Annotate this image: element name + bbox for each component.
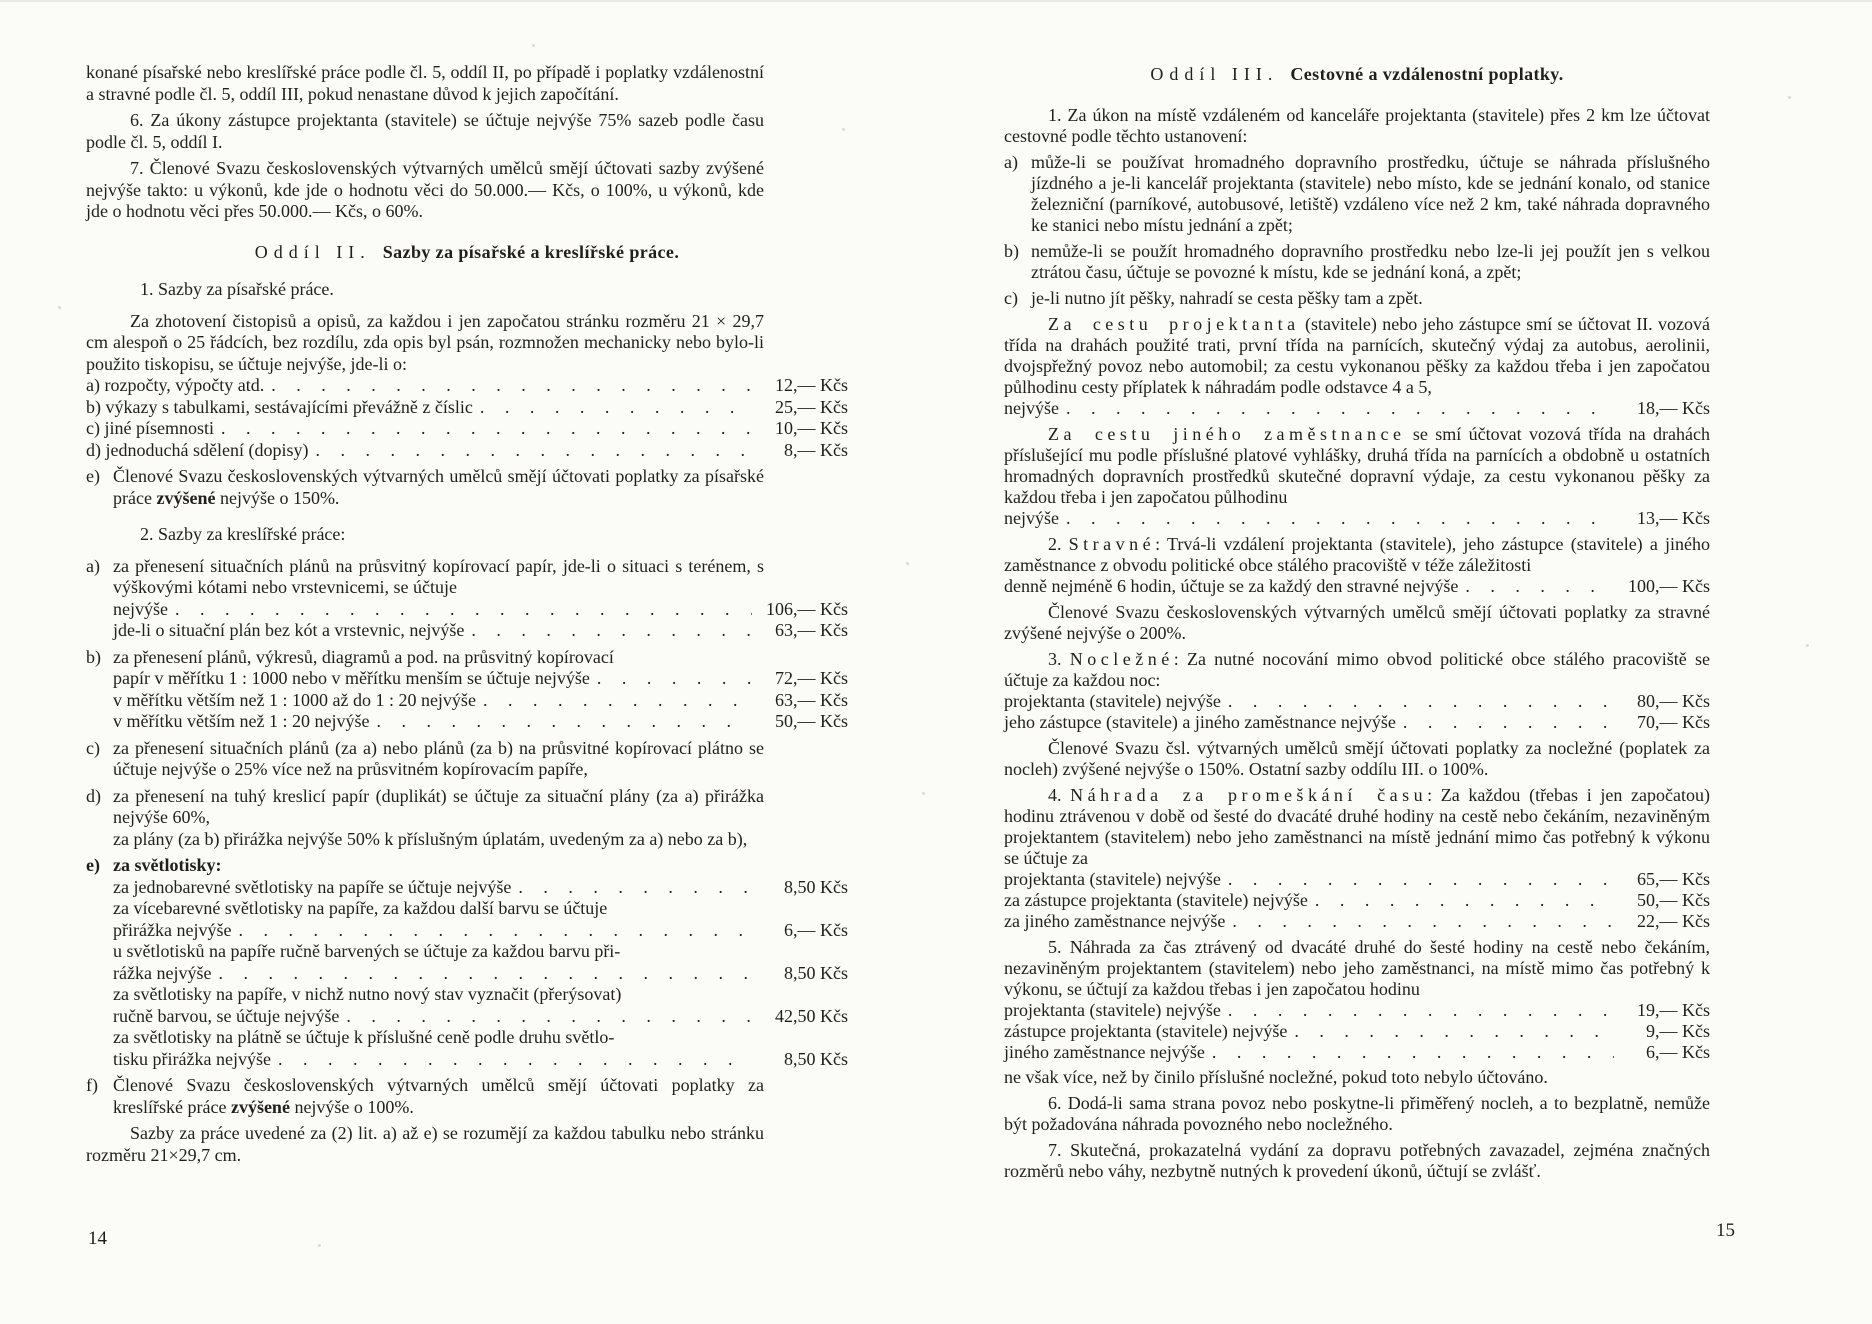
price-row-text: jeho zástupce (stavitele) a jiného zaměstnance nejvýše [1004, 712, 1396, 732]
price-row-text: za jednobarevné světlotisky na papíře se účtuje nejvýše [113, 876, 512, 897]
price-value: 70,— Kčs [1637, 712, 1710, 732]
price-row [1004, 398, 1710, 419]
price-value: 22,— Kčs [1637, 911, 1710, 931]
speckle [1806, 644, 1809, 647]
page-left-content [86, 62, 848, 1166]
dot-leader [1059, 508, 1614, 529]
price-row-text: projektanta (stavitele) nejvýše [1004, 869, 1221, 889]
price-row [86, 375, 848, 397]
scan-edge-artifact [0, 0, 1872, 2]
price-value: 19,— Kčs [1637, 1000, 1710, 1020]
text-run: 2. [1048, 534, 1069, 554]
text-run: Členové Svazu československých výtvarných umělců smějí účtovati poplatky za písařské práce [113, 466, 764, 508]
price-value: 6,— Kčs [784, 919, 848, 940]
price-value: 50,— Kčs [1637, 890, 1710, 910]
text-run: se smí účtovat vozová třída na drahách příslušející mu podle příslušné platové vyhlášky, druhá třída na parnících a obdobně u ostatních hromadných dopravních prostředků skutečné dopravní výdaje, za cestu vykonanou pěšky za každou třeba i jen započatou půlhodinu [1004, 424, 1710, 507]
item-label: b) [1004, 241, 1019, 261]
paragraph: 6. Dodá-li sama strana povoz nebo poskytne-li přiměřený nocleh, a to bezplatně, nemůže být požadována náhrada povozného nebo nocležného. [1004, 1093, 1710, 1134]
text-run: : Za nutné nocování mimo obvod politické obce stálého pracoviště se účtuje za každou noc: [1004, 649, 1711, 690]
item-label: e) [86, 855, 100, 875]
item-label: c) [1004, 288, 1018, 308]
list-item [86, 786, 848, 851]
text-run: Náhrada za promeškání času [1070, 785, 1428, 805]
dot-leader [264, 375, 752, 397]
item-text-line: za světlotisky na papíře, v nichž nutno nový stav vyznačit (přerýsovat) [113, 984, 622, 1004]
price-value: 8,50 Kčs [784, 1048, 848, 1069]
price-row [86, 440, 848, 462]
price-row [113, 1006, 848, 1028]
dot-leader [211, 963, 752, 985]
price-row-text: d) jednoduchá sdělení (dopisy) [86, 439, 309, 460]
text-run: Nocležné [1069, 649, 1174, 669]
price-value: 42,50 Kčs [775, 1005, 848, 1026]
dot-leader [1308, 890, 1614, 911]
dot-leader [1458, 576, 1614, 597]
price-value: 8,50 Kčs [784, 876, 848, 897]
price-row [86, 397, 848, 419]
list-item [86, 466, 848, 509]
paragraph [1004, 314, 1710, 398]
price-row [113, 877, 848, 899]
price-value: 63,— Kčs [775, 689, 848, 710]
paragraph: konané písařské nebo kreslířské práce podle čl. 5, oddíl II, po případě i poplatky vzdálenostní a stravné podle čl. 5, oddíl III, pokud nenastane důvod k jejich započítání. [86, 62, 764, 104]
price-row-text: nejvýše [113, 598, 168, 619]
price-row-text: přirážka nejvýše [113, 919, 232, 940]
item-label: f) [86, 1075, 98, 1095]
paragraph: 7. Skutečná, prokazatelná vydání za dopravu potřebných zavazadel, zejména značných rozměrů nebo váhy, nezbytně nutných k provedení úkonů, účtují se zvlášť. [1004, 1140, 1710, 1181]
text-run: Za cestu jiného zaměstnance [1048, 424, 1406, 444]
item-text-line [113, 1075, 764, 1118]
dot-leader [214, 418, 752, 440]
item-label: a) [1004, 152, 1018, 172]
section-heading [1004, 64, 1710, 85]
price-value: 9,— Kčs [1646, 1021, 1710, 1041]
dot-leader [1221, 1000, 1614, 1021]
paragraph [1004, 649, 1710, 691]
page-right [1004, 62, 1710, 1182]
dot-leader [473, 397, 752, 419]
paragraph [1004, 785, 1710, 869]
section-heading-title: Cestovné a vzdálenostní poplatky. [1290, 64, 1564, 84]
price-value: 50,— Kčs [775, 711, 848, 731]
section-heading-prefix: Oddíl II. [254, 241, 371, 262]
price-row [1004, 508, 1710, 529]
price-row [1004, 712, 1710, 733]
item-label: c) [86, 737, 100, 758]
speckle [906, 562, 909, 565]
sub-heading: 2. Sazby za kreslířské práce: [140, 524, 346, 544]
dot-leader [308, 440, 752, 462]
price-row-text: a) rozpočty, výpočty atd. [86, 375, 265, 395]
price-row-text: b) výkazy s tabulkami, sestávajícími převážně z číslic [86, 396, 473, 417]
dot-leader [1287, 1021, 1614, 1042]
price-value: 63,— Kčs [775, 620, 848, 640]
item-text-line: za přenesení plánů, výkresů, diagramů a pod. na průsvitný kopírovací [113, 646, 614, 667]
paragraph: 7. Členové Svazu československých výtvarných umělců smějí účtovati sazby zvýšené nejvýše takto: u výkonů, kde jde o hodnotu věci do 50.000.— Kčs, o 100%, u výkonů, kde jde o hodnotu věci přes 50.000.— Kčs, o 60%. [86, 158, 764, 221]
price-row [113, 599, 848, 621]
section-heading [86, 242, 848, 264]
text-run: zvýšené [230, 1096, 290, 1117]
price-row-text: jde-li o situační plán bez kót a vrstevnic, nejvýše [113, 620, 465, 640]
price-row [1004, 691, 1710, 712]
item-text-line: u světlotisků na papíře ručně barvených se účtuje za každou barvu při- [113, 941, 621, 961]
dot-leader [1059, 398, 1614, 419]
price-value: 8,— Kčs [784, 439, 848, 460]
price-value: 100,— Kčs [1628, 576, 1710, 596]
item-label: e) [86, 466, 100, 486]
item-text-line: za světlotisky: [113, 855, 222, 875]
text-run: nejvýše o 150%. [215, 487, 340, 508]
page-right-content [1004, 64, 1710, 1182]
item-text-line: za přenesení situačních plánů na průsvitný kopírovací papír, jde-li o situaci s terénem, s výškovými kótami nebo vrstevnicemi, se účtuje [113, 555, 764, 597]
price-value: 25,— Kčs [775, 396, 848, 417]
dot-leader [231, 920, 752, 942]
price-row [113, 920, 848, 942]
price-row-text: projektanta (stavitele) nejvýše [1004, 1000, 1221, 1020]
dot-leader [339, 1006, 752, 1028]
item-text-line [113, 466, 764, 509]
price-row [1004, 1042, 1710, 1063]
speckle [842, 128, 845, 131]
page-left [86, 58, 848, 1166]
paragraph: 1. Za úkon na místě vzdáleném od kanceláře projektanta (stavitele) přes 2 km lze účtovat cestovné podle těchto ustanovení: [1004, 105, 1710, 146]
list-item [86, 738, 848, 781]
price-row [113, 963, 848, 985]
dot-leader [1205, 1042, 1614, 1063]
dot-leader [590, 668, 752, 690]
dot-leader [1225, 911, 1614, 932]
item-text-line: za plány (za b) přirážka nejvýše 50% k příslušným úplatám, uvedeným za a) nebo za b), [113, 828, 748, 849]
price-value: 6,— Kčs [1646, 1042, 1710, 1062]
price-row [113, 620, 848, 642]
speckle [532, 44, 535, 47]
dot-leader [369, 711, 752, 733]
section-heading-prefix: Oddíl III. [1150, 64, 1279, 84]
price-row [1004, 576, 1710, 597]
price-value: 12,— Kčs [775, 375, 848, 395]
price-row [86, 418, 848, 440]
text-run: Za cestu projektanta [1048, 314, 1300, 334]
dot-leader [1221, 691, 1614, 712]
price-row-text: za zástupce projektanta (stavitele) nejvýše [1004, 890, 1308, 910]
paragraph: Za zhotovení čistopisů a opisů, za každou i jen započatou stránku rozměru 21 × 29,7 cm alespoň o 25 řádcích, bez rozdílu, zda opis byl psán, rozmnožen mechanicky nebo bylo-li použito tiskopisu, se účtuje nejvýše, jde-li o: [86, 310, 764, 374]
text-run: Stravné [1068, 534, 1156, 554]
price-row [1004, 1000, 1710, 1021]
price-row-text: nejvýše [1004, 508, 1059, 528]
item-text-line: za přenesení na tuhý kreslicí papír (duplikát) se účtuje za situační plány (za a) přirážka nejvýše 60%, [113, 785, 764, 827]
price-row-text: v měřítku větším než 1 : 1000 až do 1 : 20 nejvýše [113, 689, 476, 710]
paragraph: Sazby za práce uvedené za (2) lit. a) až e) se rozumějí za každou tabulku nebo stránku rozměru 21×29,7 cm. [86, 1123, 764, 1165]
price-row-text: rážka nejvýše [113, 962, 212, 983]
dot-leader [511, 877, 752, 899]
text-run: 4. [1048, 785, 1071, 805]
dot-leader [476, 690, 752, 712]
paragraph: Členové Svazu čsl. výtvarných umělců smějí účtovati poplatky za nocležné (poplatek za nocleh) zvýšené nejvýše o 150%. Ostatní sazby oddílu III. o 100%. [1004, 738, 1710, 779]
price-value: 106,— Kčs [766, 598, 848, 619]
section-heading-title: Sazby za písařské a kreslířské práce. [382, 241, 680, 262]
price-row [113, 690, 848, 712]
price-row [1004, 1021, 1710, 1042]
dot-leader [1396, 712, 1614, 733]
sub-heading: 1. Sazby za písařské práce. [140, 279, 334, 299]
item-text-line: nemůže-li se použít hromadného dopravního prostředku nebo lze-li jej použít jen s velkou ztrátou času, účtuje se povozné k místu, kde se jednání koná, a zpět; [1031, 241, 1710, 282]
paragraph: Členové Svazu československých výtvarných umělců smějí účtovati poplatky za stravné zvýšené nejvýše o 200%. [1004, 602, 1710, 643]
speckle [922, 792, 925, 795]
text-run: Členové Svazu československých výtvarných umělců smějí účtovati poplatky za kreslířské práce [113, 1075, 764, 1117]
text-run: zvýšené [156, 487, 216, 508]
price-row-text: tisku přirážka nejvýše [113, 1048, 271, 1069]
speckle [58, 306, 61, 309]
item-label: d) [86, 785, 101, 806]
text-run: : Za každou (třebas i jen započatou) hodinu ztrávenou v době od šesté do dvacáté druhé hodiny na cestě nebo čekáním, nezaviněným projektantem (stavitelem) nebo jeho zaměstnanci na místě jednání mimo čas potřebný k výkonu se účtuje za [1004, 785, 1710, 868]
dot-leader [168, 599, 752, 621]
item-text-line: může-li se používat hromadného dopravního prostředku, účtuje se náhrada příslušného jízdného a je-li kancelář projektanta (stavitele) nebo místo, kde se jednání konalo, od stanice železniční (parníkové, autobusové, letiště) vzdáleno více než 2 km, také náhrada dopravného ke stanici nebo místu jednání a zpět; [1031, 152, 1710, 235]
text-run: : Trvá-li vzdálení projektanta (stavitele), jeho zástupce (stavitele) a jiného zaměstnance z obvodu politické obce stálého pracoviště v téže záležitosti [1004, 534, 1710, 575]
item-text-line: za vícebarevné světlotisky na papíře, za každou další barvu se účtuje [113, 898, 608, 918]
item-text-line: je-li nutno jít pěšky, nahradí se cesta pěšky tam a zpět. [1031, 288, 1423, 308]
price-value: 10,— Kčs [775, 418, 848, 438]
list-item [86, 647, 848, 733]
price-row-text: projektanta (stavitele) nejvýše [1004, 691, 1221, 711]
price-row [1004, 911, 1710, 932]
speckle [1788, 96, 1791, 99]
price-value: 18,— Kčs [1637, 398, 1710, 418]
list-item [86, 855, 848, 1070]
item-label: a) [86, 555, 100, 576]
list-item [86, 556, 848, 642]
price-row [113, 1049, 848, 1071]
price-value: 8,50 Kčs [784, 962, 848, 983]
price-value: 80,— Kčs [1637, 691, 1710, 711]
paragraph [1004, 424, 1710, 508]
text-run: 3. [1048, 649, 1070, 669]
item-label: b) [86, 646, 101, 667]
paragraph [1004, 534, 1710, 576]
price-row [113, 711, 848, 733]
item-text-line: za přenesení situačních plánů (za a) nebo plánů (za b) na průsvitné kopírovací plátno se účtuje nejvýše o 25% více než na průsvitném kopírovacím papíře, [113, 737, 764, 779]
price-row-text: ručně barvou, se účtuje nejvýše [113, 1005, 340, 1026]
dot-leader [464, 620, 752, 642]
price-row [1004, 890, 1710, 911]
paragraph: ne však více, než by činilo příslušné nocležné, pokud toto nebylo účtováno. [1004, 1067, 1548, 1087]
price-value: 65,— Kčs [1637, 869, 1710, 889]
price-value: 13,— Kčs [1637, 508, 1710, 528]
dot-leader [1221, 869, 1614, 890]
price-row-text: jiného zaměstnance nejvýše [1004, 1042, 1205, 1062]
price-value: 72,— Kčs [775, 668, 848, 688]
item-text-line: za světlotisky na plátně se účtuje k příslušné ceně podle druhu světlo- [113, 1027, 615, 1047]
speckle [318, 1244, 321, 1247]
paragraph: 5. Náhrada za čas ztrávený od dvacáté druhé do šesté hodiny na cestě nebo čekáním, nezaviněným projektantem (stavitelem) nebo jeho zaměstnanci, na místě mimo čas potřebný k výkonu, se účtují za každou třebas i jen započatou hodinu [1004, 937, 1710, 999]
price-row-text: zástupce projektanta (stavitele) nejvýše [1004, 1021, 1288, 1041]
page-number-right: 15 [1716, 1220, 1735, 1241]
price-row [1004, 869, 1710, 890]
list-item [86, 1075, 848, 1118]
price-row-text: papír v měřítku 1 : 1000 nebo v měřítku menším se účtuje nejvýše [113, 668, 590, 688]
text-run: (stavitele) nebo jeho zástupce smí se účtovat II. vozová třída na drahách použité trati, první třída na parnících, skutečný výdaj za autobus, aerolinii, dvojspřežný povoz nebo automobil; za cestu vykonanou pěšky za každou třeba i jen započatou půlhodinu cesty příplatek k náhradám podle odstavce 4 a 5, [1004, 314, 1710, 397]
list-item [1004, 152, 1710, 236]
text-run: nejvýše o 100%. [289, 1096, 414, 1117]
price-row-text: denně nejméně 6 hodin, účtuje se za každý den stravné nejvýše [1004, 576, 1459, 596]
dot-leader [271, 1049, 752, 1071]
paragraph: 6. Za úkony zástupce projektanta (stavitele) se účtuje nejvýše 75% sazeb podle času podle čl. 5, oddíl I. [86, 110, 764, 152]
price-row [113, 668, 848, 690]
price-row-text: nejvýše [1004, 398, 1059, 418]
list-item [1004, 241, 1710, 283]
page-number-left: 14 [88, 1228, 107, 1249]
price-row-text: c) jiné písemnosti [86, 418, 214, 438]
price-row-text: v měřítku větším než 1 : 20 nejvýše [113, 711, 370, 731]
list-item [1004, 288, 1710, 309]
price-row-text: za jiného zaměstnance nejvýše [1004, 911, 1226, 931]
